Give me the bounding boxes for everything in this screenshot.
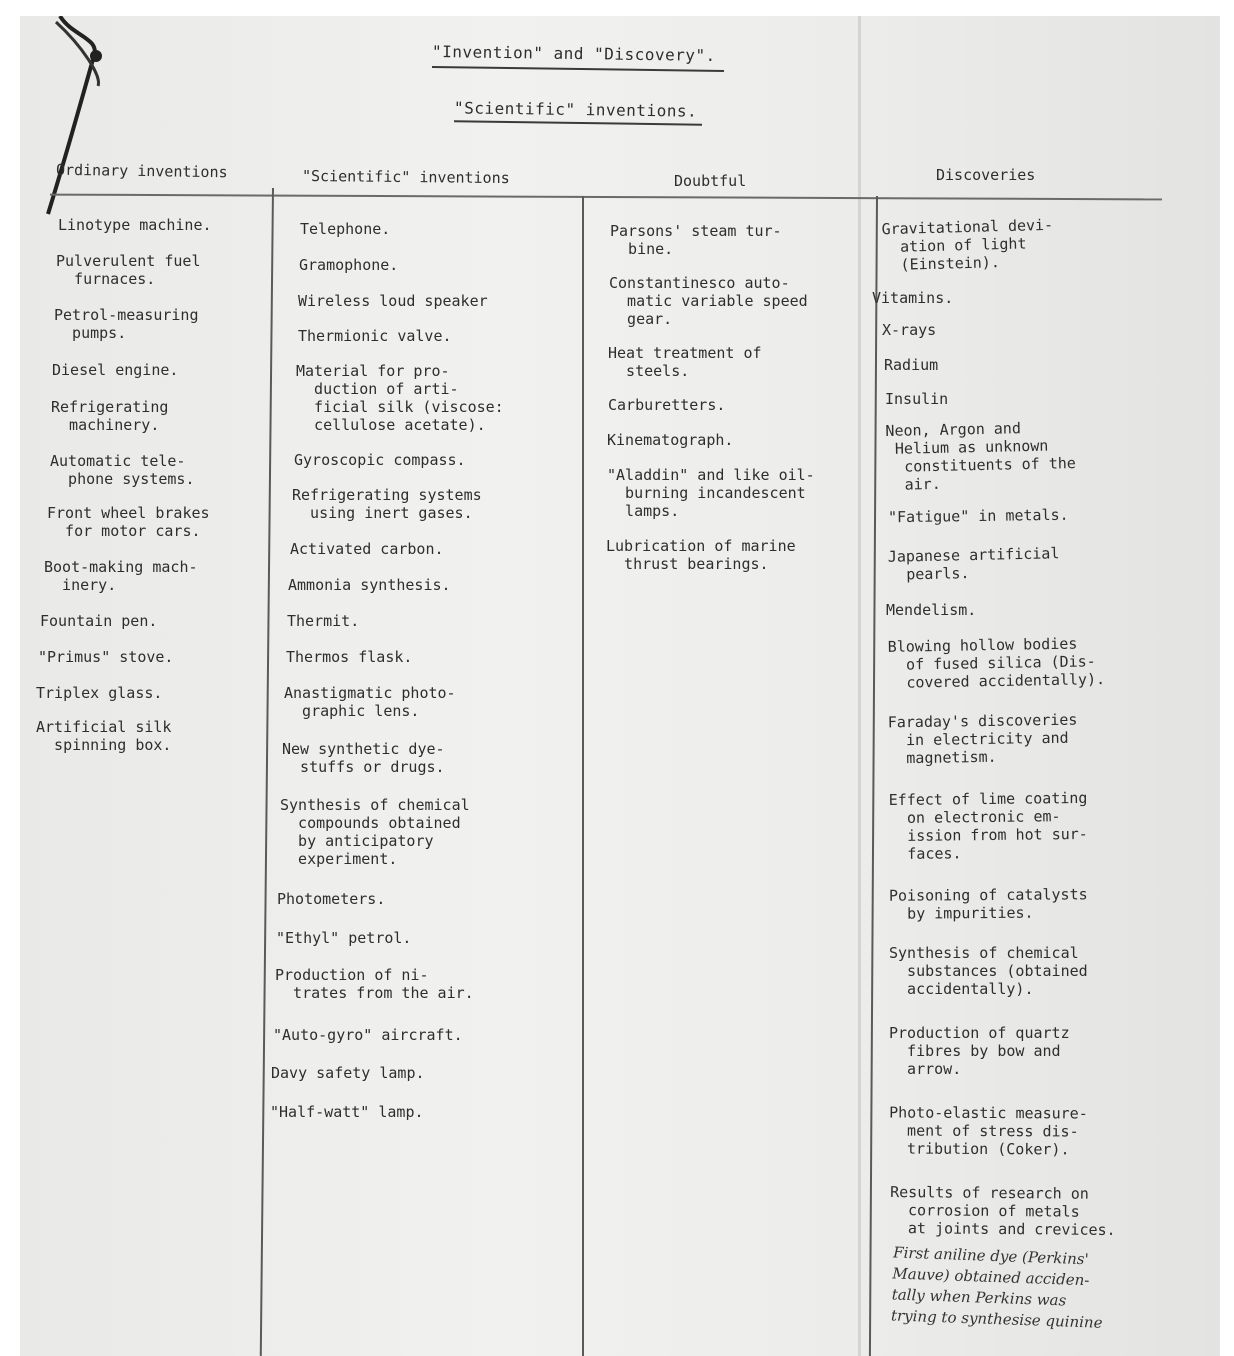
list-item: Thermos flask. bbox=[286, 648, 413, 666]
list-item: Davy safety lamp. bbox=[271, 1064, 425, 1082]
list-item: Kinematograph. bbox=[607, 431, 734, 449]
list-item: X-rays bbox=[882, 321, 937, 339]
list-item: Wireless loud speaker bbox=[298, 292, 488, 310]
list-item: Effect of lime coating on electronic em- ission from hot sur- faces. bbox=[888, 788, 1088, 864]
list-item: Petrol-measuring pumps. bbox=[54, 306, 199, 342]
list-item: Triplex glass. bbox=[36, 684, 163, 702]
subtitle-underline bbox=[454, 120, 702, 125]
list-item: Artificial silk spinning box. bbox=[36, 718, 172, 754]
list-item: Activated carbon. bbox=[290, 540, 444, 558]
list-item: Fountain pen. bbox=[40, 612, 158, 630]
list-item: Gyroscopic compass. bbox=[294, 451, 466, 469]
document-title: "Invention" and "Discovery". bbox=[431, 42, 716, 65]
list-item: Vitamins. bbox=[872, 289, 954, 307]
column-header-discoveries: Discoveries bbox=[936, 166, 1036, 184]
list-item: Material for pro- duction of arti- ficial silk (viscose: cellulose acetate). bbox=[296, 362, 504, 434]
list-item: Photometers. bbox=[277, 890, 386, 908]
list-item: Boot-making mach- inery. bbox=[44, 558, 198, 594]
list-item: Parsons' steam tur- bine. bbox=[610, 222, 782, 258]
list-item: "Primus" stove. bbox=[38, 648, 174, 666]
list-item: Japanese artificial pearls. bbox=[887, 544, 1060, 584]
list-item: "Fatigue" in metals. bbox=[887, 505, 1069, 527]
list-item: Radium bbox=[884, 356, 939, 374]
list-item: "Auto-gyro" aircraft. bbox=[273, 1026, 463, 1044]
list-item: Lubrication of marine thrust bearings. bbox=[606, 537, 796, 573]
list-item: Constantinesco auto- matic variable speed gear. bbox=[609, 274, 808, 328]
list-item: "Ethyl" petrol. bbox=[276, 929, 412, 947]
list-item: Poisoning of catalysts by impurities. bbox=[888, 885, 1088, 923]
list-item: Blowing hollow bodies of fused silica (Dis- covered accidentally). bbox=[887, 634, 1106, 692]
binder-string-icon bbox=[42, 16, 112, 216]
list-item: Thermionic valve. bbox=[298, 327, 452, 345]
header-rule bbox=[50, 194, 1162, 201]
list-item: Production of ni- trates from the air. bbox=[275, 966, 474, 1002]
list-item: Production of quartz fibres by bow and arrow. bbox=[889, 1024, 1070, 1078]
column-divider-1 bbox=[260, 188, 274, 1356]
list-item: Diesel engine. bbox=[52, 361, 179, 379]
list-item: Photo-elastic measure- ment of stress dis- tribution (Coker). bbox=[888, 1103, 1088, 1159]
handwritten-note: First aniline dye (Perkins' Mauve) obtained acciden- tally when Perkins was trying to synthesise quinine bbox=[890, 1243, 1103, 1332]
list-item: Refrigerating systems using inert gases. bbox=[292, 486, 482, 522]
list-item: Synthesis of chemical substances (obtained accidentally). bbox=[889, 944, 1088, 998]
column-divider-2 bbox=[582, 196, 584, 1356]
column-header-ordinary: Ordinary inventions bbox=[55, 160, 228, 182]
column-header-scientific: "Scientific" inventions bbox=[301, 166, 510, 188]
column-divider-3 bbox=[869, 196, 878, 1356]
list-item: "Half-watt" lamp. bbox=[270, 1103, 424, 1121]
list-item: Heat treatment of steels. bbox=[608, 344, 762, 380]
list-item: Pulverulent fuel furnaces. bbox=[56, 252, 201, 288]
list-item: Refrigerating machinery. bbox=[51, 398, 169, 434]
column-header-doubtful: Doubtful bbox=[674, 172, 747, 190]
list-item: "Aladdin" and like oil- burning incandescent lamps. bbox=[607, 466, 815, 520]
document-page bbox=[20, 16, 1220, 1356]
list-item: Automatic tele- phone systems. bbox=[50, 452, 195, 488]
list-item: Telephone. bbox=[300, 220, 391, 238]
list-item: Insulin bbox=[885, 390, 949, 408]
list-item: Gramophone. bbox=[299, 256, 399, 274]
title-underline bbox=[432, 66, 724, 72]
list-item: New synthetic dye- stuffs or drugs. bbox=[282, 740, 445, 776]
page-fold bbox=[858, 16, 861, 1356]
list-item: Ammonia synthesis. bbox=[288, 576, 451, 594]
list-item: Carburetters. bbox=[608, 396, 726, 414]
document-subtitle: "Scientific" inventions. bbox=[453, 98, 698, 121]
list-item: Linotype machine. bbox=[58, 216, 212, 234]
list-item: Faraday's discoveries in electricity and magnetism. bbox=[887, 710, 1078, 768]
list-item: Synthesis of chemical compounds obtained by anticipatory experiment. bbox=[280, 796, 470, 868]
list-item: Gravitational devi- ation of light (Einstein). bbox=[881, 215, 1054, 275]
list-item: Anastigmatic photo- graphic lens. bbox=[284, 684, 456, 720]
list-item: Mendelism. bbox=[886, 601, 977, 619]
list-item: Results of research on corrosion of metals at joints and crevices. bbox=[889, 1183, 1116, 1239]
list-item: Neon, Argon and Helium as unknown constituents of the air. bbox=[885, 419, 1077, 494]
list-item: Thermit. bbox=[287, 612, 360, 630]
list-item: Front wheel brakes for motor cars. bbox=[47, 504, 210, 540]
